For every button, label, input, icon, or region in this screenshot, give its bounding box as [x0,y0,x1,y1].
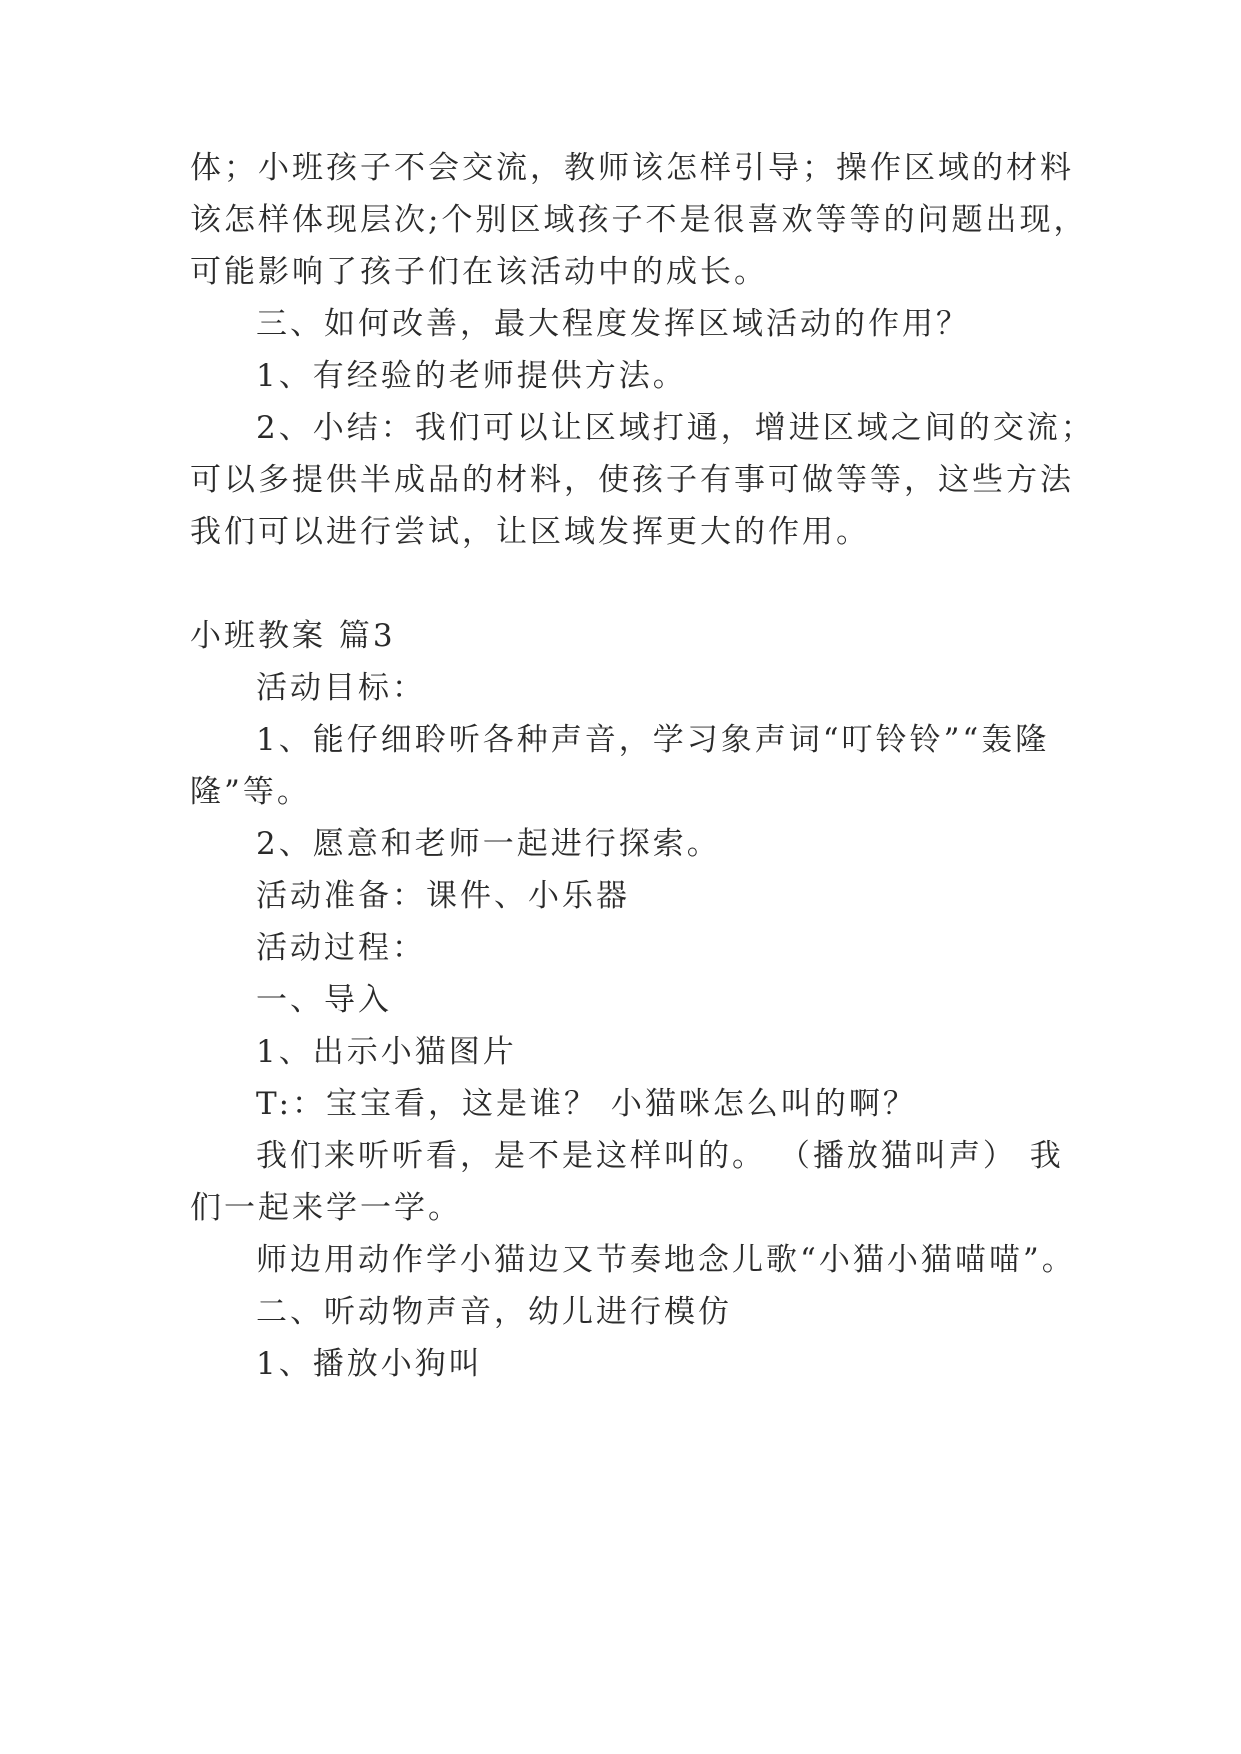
listen-line: 们一起来学一学。 [190,1190,462,1226]
process-label: 活动过程： [256,930,426,966]
step-heading: 二、听动物声音，幼儿进行模仿 [256,1294,732,1330]
goal-item: 2、愿意和老师一起进行探索。 [256,826,721,862]
section-heading-improve: 三、如何改善，最大程度发挥区域活动的作用？ [256,306,970,342]
goal-item: 隆”等。 [190,774,311,810]
preparation-line: 活动准备：课件、小乐器 [256,878,630,914]
paragraph-line: 该怎样体现层次;个别区域孩子不是很喜欢等等的问题出现， [190,202,1088,238]
teacher-line: T:：宝宝看，这是谁？ 小猫咪怎么叫的啊？ [256,1086,917,1122]
paragraph-line: 体；小班孩子不会交流，教师该怎样引导；操作区域的材料 [190,150,1074,186]
goals-label: 活动目标： [256,670,426,706]
goal-item: 1、能仔细聆听各种声音，学习象声词“叮铃铃”“轰隆 [256,722,1050,758]
step-item: 1、播放小狗叫 [256,1346,483,1382]
list-item: 1、有经验的老师提供方法。 [256,358,687,394]
summary-line: 我们可以进行尝试，让区域发挥更大的作用。 [190,514,870,550]
paragraph-line: 可能影响了孩子们在该活动中的成长。 [190,254,768,290]
summary-line: 2、小结：我们可以让区域打通，增进区域之间的交流； [256,410,1095,446]
rhyme-line: 师边用动作学小猫边又节奏地念儿歌“小猫小猫喵喵”。 [256,1242,1076,1278]
listen-line: 我们来听听看，是不是这样叫的。 （播放猫叫声） 我 [256,1138,1064,1174]
step-heading: 一、导入 [256,982,392,1018]
section-title: 小班教案 篇3 [190,618,396,654]
summary-line: 可以多提供半成品的材料，使孩子有事可做等等，这些方法 [190,462,1074,498]
step-item: 1、出示小猫图片 [256,1034,517,1070]
